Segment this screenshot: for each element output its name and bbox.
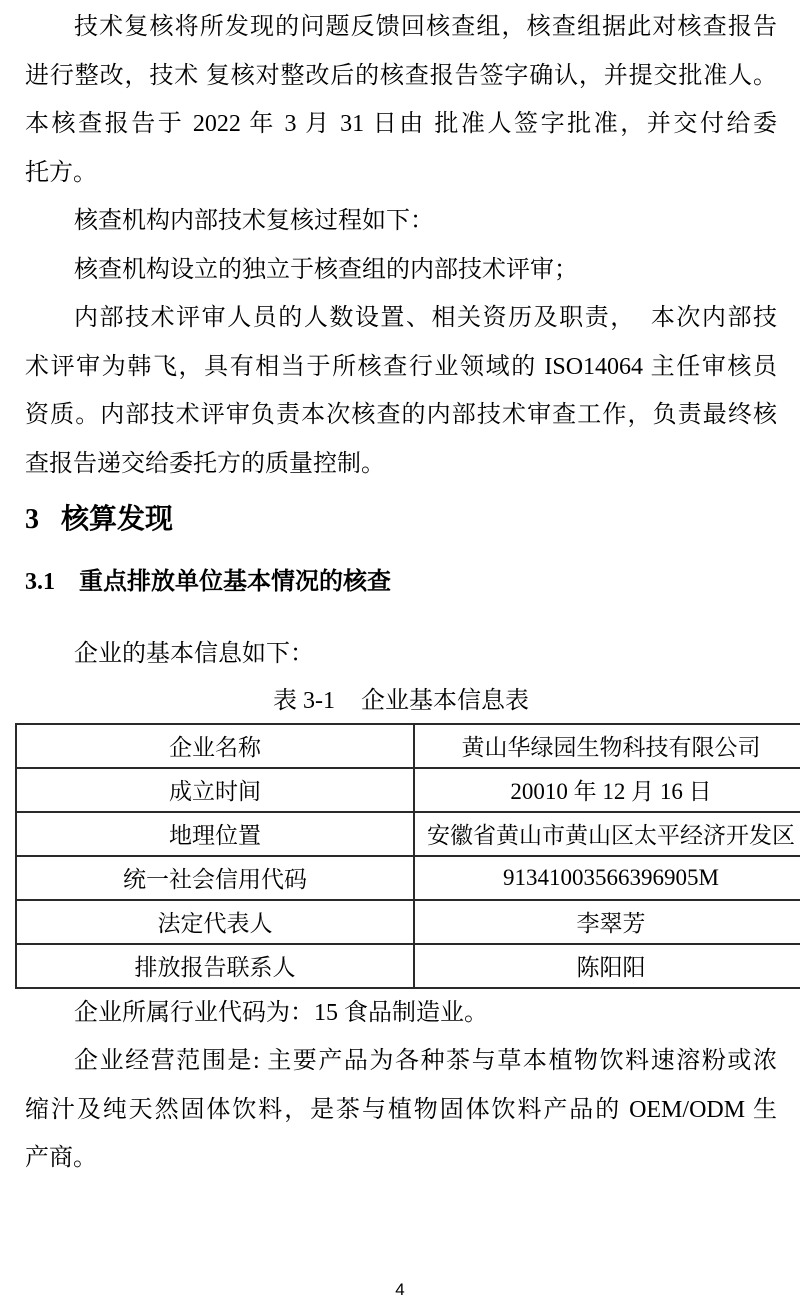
heading-text: 核算发现 [61, 504, 174, 535]
table-caption-label: 表 3-1 [273, 687, 335, 714]
paragraph-line: 进行整改，技术 复核对整改后的核查报告签字确认，并提交批准人。 [25, 62, 777, 89]
company-info-table [15, 723, 800, 989]
row-label: 企业名称 [16, 724, 414, 768]
row-value: 安徽省黄山市黄山区太平经济开发区 [414, 812, 800, 856]
row-label: 排放报告联系人 [16, 944, 414, 988]
paragraph-line: 缩汁及纯天然固体饮料，是茶与植物固体饮料产品的 OEM/ODM 生 [25, 1096, 777, 1123]
paragraph-line: 资质。内部技术评审负责本次核查的内部技术审查工作，负责最终核 [25, 402, 777, 428]
row-value: 20010 年 12 月 16 日 [414, 768, 800, 812]
table-caption-title: 企业基本信息表 [361, 687, 529, 714]
row-label: 统一社会信用代码 [16, 856, 414, 900]
paragraph-line: 企业经营范围是: 主要产品为各种茶与草本植物饮料速溶粉或浓 [74, 1048, 777, 1074]
section-heading-3 [25, 498, 777, 542]
paragraph-line: 技术复核将所发现的问题反馈回核查组，核查组据此对核查报告 [74, 14, 777, 40]
table-caption [25, 679, 777, 723]
row-value: 李翠芳 [414, 900, 800, 944]
paragraph-line: 内部技术评审人员的人数设置、相关资历及职责， 本次内部技 [74, 305, 777, 331]
paragraph-line: 产商。 [25, 1145, 97, 1171]
table-row [16, 812, 800, 856]
page-number: 4 [395, 1280, 405, 1299]
paragraph-line: 查报告递交给委托方的质量控制。 [25, 450, 385, 477]
table-row [16, 724, 800, 768]
row-value: 黄山华绿园生物科技有限公司 [414, 724, 800, 768]
paragraph-line: 企业所属行业代码为：15 食品制造业。 [74, 999, 488, 1026]
row-value: 陈阳阳 [414, 944, 800, 988]
row-label: 法定代表人 [16, 900, 414, 944]
paragraph-line: 本核查报告于 2022 年 3 月 31 日由 批准人签字批准，并交付给委 [25, 111, 777, 137]
table-row [16, 768, 800, 812]
table-row [16, 856, 800, 900]
heading-number: 3 [25, 504, 39, 535]
heading-text: 重点排放单位基本情况的核查 [79, 569, 391, 595]
row-value: 91341003566396905M [414, 856, 800, 900]
table-row [16, 944, 800, 988]
paragraph-line: 托方。 [25, 159, 97, 186]
intro-line: 企业的基本信息如下： [74, 641, 314, 667]
section-heading-3-1 [25, 562, 777, 602]
row-label: 成立时间 [16, 768, 414, 812]
paragraph-line: 术评审为韩飞，具有相当于所核查行业领域的 ISO14064 主任审核员 [25, 353, 777, 380]
table-row [16, 900, 800, 944]
paragraph-line: 核查机构设立的独立于核查组的内部技术评审； [74, 256, 578, 283]
heading-number: 3.1 [25, 569, 55, 595]
paragraph-line: 核查机构内部技术复核过程如下： [74, 208, 434, 234]
row-label: 地理位置 [16, 812, 414, 856]
